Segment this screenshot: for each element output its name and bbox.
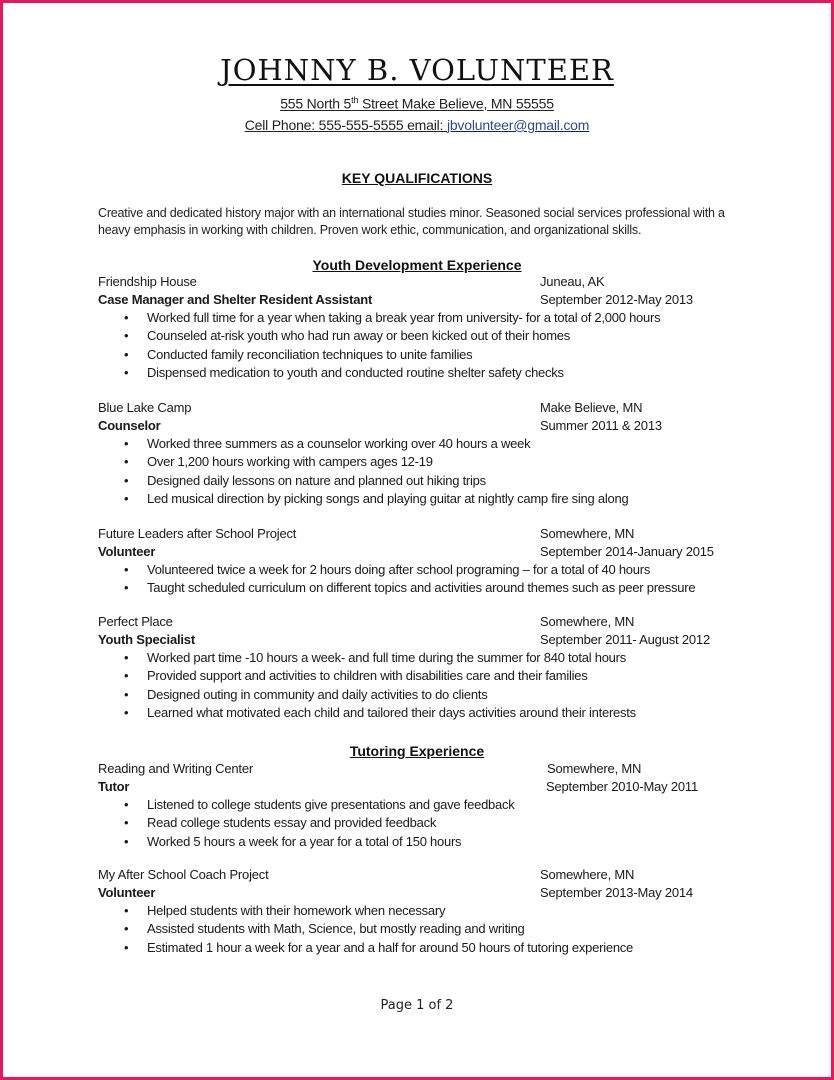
youth-experience-heading: Youth Development Experience	[312, 257, 522, 273]
bullet-item: • Conducted family reconciliation techniques to unite families	[98, 347, 738, 365]
tutoring-experience-heading: Tutoring Experience	[349, 743, 485, 759]
job-location: Somewhere, MN	[540, 614, 635, 629]
job-role: Tutor	[98, 779, 130, 794]
bullet-item: • Estimated 1 hour a week for a year and a half for around 50 hours of tutoring experience	[98, 940, 738, 958]
job-location: Somewhere, MN	[540, 867, 635, 882]
bullet-item: • Designed daily lessons on nature and planned out hiking trips	[98, 473, 738, 491]
bullet-item: • Listened to college students give presentations and gave feedback	[98, 797, 738, 815]
bullet-item: • Designed outing in community and daily activities to do clients	[98, 687, 738, 705]
phone-text: Cell Phone: 555-555-5555 email:	[244, 117, 447, 133]
bullet-item: • Worked three summers as a counselor working over 40 hours a week	[98, 436, 738, 454]
job-org: Friendship House	[98, 274, 197, 289]
bullet-item: • Provided support and activities to children with disabilities care and their families	[98, 668, 738, 686]
phone-email-line	[3, 117, 831, 133]
bullet-item: • Worked 5 hours a week for a year for a total of 150 hours	[98, 834, 738, 852]
job-location: Somewhere, MN	[540, 526, 635, 541]
job-bullets	[98, 903, 738, 958]
job-entry	[98, 400, 738, 509]
bullet-item: • Dispensed medication to youth and conducted routine shelter safety checks	[98, 365, 738, 383]
job-bullets	[98, 650, 738, 723]
bullet-item: • Worked full time for a year when taking a break year from university- for a total of 2,000 hours	[98, 310, 738, 328]
job-dates: September 2012-May 2013	[540, 292, 693, 307]
address-line	[3, 95, 831, 112]
job-dates: September 2011- August 2012	[540, 632, 710, 647]
job-entry	[98, 761, 738, 852]
bullet-item: • Helped students with their homework when necessary	[98, 903, 738, 921]
job-role: Case Manager and Shelter Resident Assistant	[98, 292, 373, 307]
job-org: Reading and Writing Center	[98, 761, 253, 776]
job-dates: Summer 2011 & 2013	[540, 418, 662, 433]
job-entry	[98, 526, 738, 599]
job-org: Future Leaders after School Project	[98, 526, 297, 541]
qualifications-summary: Creative and dedicated history major with an international studies minor. Seasoned social services professional with a heavy emphasis in working with children. Proven work ethic, communication, and organizational skills.	[98, 206, 725, 237]
job-role: Volunteer	[98, 544, 156, 559]
job-role: Counselor	[98, 418, 161, 433]
job-location: Juneau, AK	[540, 274, 605, 289]
job-bullets	[98, 436, 738, 509]
job-entry	[98, 274, 738, 383]
address-text: 555 North 5	[280, 95, 352, 112]
bullet-item: • Learned what motivated each child and tailored their days activities around their interests	[98, 705, 738, 723]
job-org: Perfect Place	[98, 614, 173, 629]
address-text-rest: Street Make Believe, MN 55555	[358, 95, 554, 112]
job-location: Make Believe, MN	[540, 400, 643, 415]
bullet-item: • Taught scheduled curriculum on different topics and activities around themes such as peer pressure	[98, 580, 738, 598]
bullet-item: • Led musical direction by picking songs and playing guitar at nightly camp fire sing along	[98, 491, 738, 509]
page-number: Page 1 of 2	[380, 998, 454, 1013]
bullet-item: • Assisted students with Math, Science, but mostly reading and writing	[98, 921, 738, 939]
resume-name: JOHNNY B. VOLUNTEER	[220, 53, 614, 87]
job-location: Somewhere, MN	[547, 761, 642, 776]
bullet-item: • Read college students essay and provided feedback	[98, 815, 738, 833]
email-link[interactable]: jbvolunteer@gmail.com	[446, 117, 590, 133]
job-dates: September 2013-May 2014	[540, 885, 693, 900]
bullet-item: • Worked part time -10 hours a week- and full time during the summer for 840 total hours	[98, 650, 738, 668]
key-qualifications-heading: KEY QUALIFICATIONS	[341, 170, 493, 186]
bullet-item: • Volunteered twice a week for 2 hours doing after school programing – for a total of 40 hours	[98, 562, 738, 580]
job-dates: September 2014-January 2015	[540, 544, 714, 559]
bullet-item: • Counseled at-risk youth who had run away or been kicked out of their homes	[98, 328, 738, 346]
bullet-item: • Over 1,200 hours working with campers ages 12-19	[98, 454, 738, 472]
job-entry	[98, 614, 738, 723]
job-org: My After School Coach Project	[98, 867, 269, 882]
job-role: Volunteer	[98, 885, 156, 900]
address-superscript: th	[351, 95, 359, 105]
job-entry	[98, 867, 738, 958]
job-bullets	[98, 562, 738, 599]
job-bullets	[98, 310, 738, 383]
job-org: Blue Lake Camp	[98, 400, 192, 415]
job-dates: September 2010-May 2011	[546, 779, 698, 794]
job-role: Youth Specialist	[98, 632, 195, 647]
job-bullets	[98, 797, 738, 852]
